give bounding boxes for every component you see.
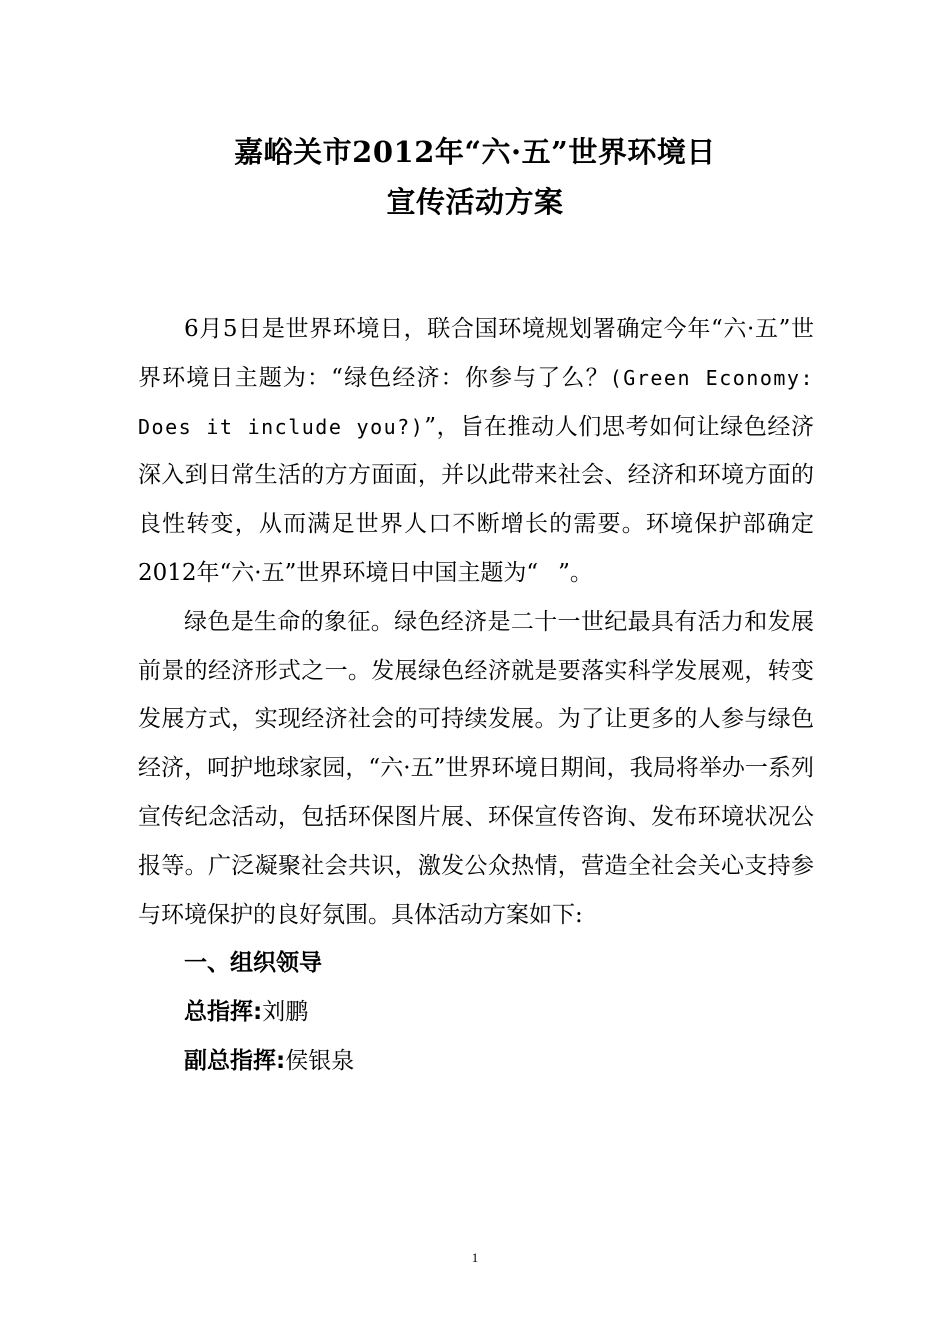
document-title-line2: 宣传活动方案 bbox=[386, 185, 564, 219]
paragraph-intro-part1: 6月5日是世界环境日，联合国环境规划署确定今年“六·五”世界环境日主题为：“绿色经济：你参与了么？ bbox=[138, 316, 814, 391]
paragraph-intro bbox=[138, 305, 814, 598]
deputy-commander-name: 侯银泉 bbox=[285, 1047, 355, 1074]
page-number: 1 bbox=[471, 1250, 479, 1265]
deputy-commander-label: 副总指挥: bbox=[184, 1047, 286, 1074]
english-theme: (Green Economy: Does it include you?) bbox=[138, 365, 814, 439]
document-body bbox=[138, 305, 814, 1086]
deputy-commander-line bbox=[138, 1037, 814, 1086]
paragraph-intro-part3: ”。 bbox=[558, 559, 593, 586]
commander-name: 刘鹏 bbox=[262, 999, 309, 1026]
paragraph-green-economy: 绿色是生命的象征。绿色经济是二十一世纪最具有活力和发展前景的经济形式之一。发展绿色经济就是要落实科学发展观，转变发展方式，实现经济社会的可持续发展。为了让更多的人参与绿色经济，呵护地球家园，“六·五”世界环境日期间，我局将举办一系列宣传纪念活动，包括环保图片展、环保宣传咨询、发布环境状况公报等。广泛凝聚社会共识，激发公众热情，营造全社会关心支持参与环境保护的良好氛围。具体活动方案如下: bbox=[138, 608, 814, 928]
section-heading-organization: 一、组织领导 bbox=[184, 950, 322, 977]
paragraph-intro-part2: ”，旨在推动人们思考如何让绿色经济深入到日常生活的方方面面，并以此带来社会、经济和环境方面的良性转变，从而满足世界人口不断增长的需要。环境保护部确定2012年“六·五”世界环境日中国主题为“ bbox=[138, 413, 814, 586]
commander-label: 总指挥: bbox=[184, 999, 263, 1026]
document-title-line1: 嘉峪关市2012年“六·五”世界环境日 bbox=[234, 135, 716, 169]
commander-line bbox=[138, 988, 814, 1037]
